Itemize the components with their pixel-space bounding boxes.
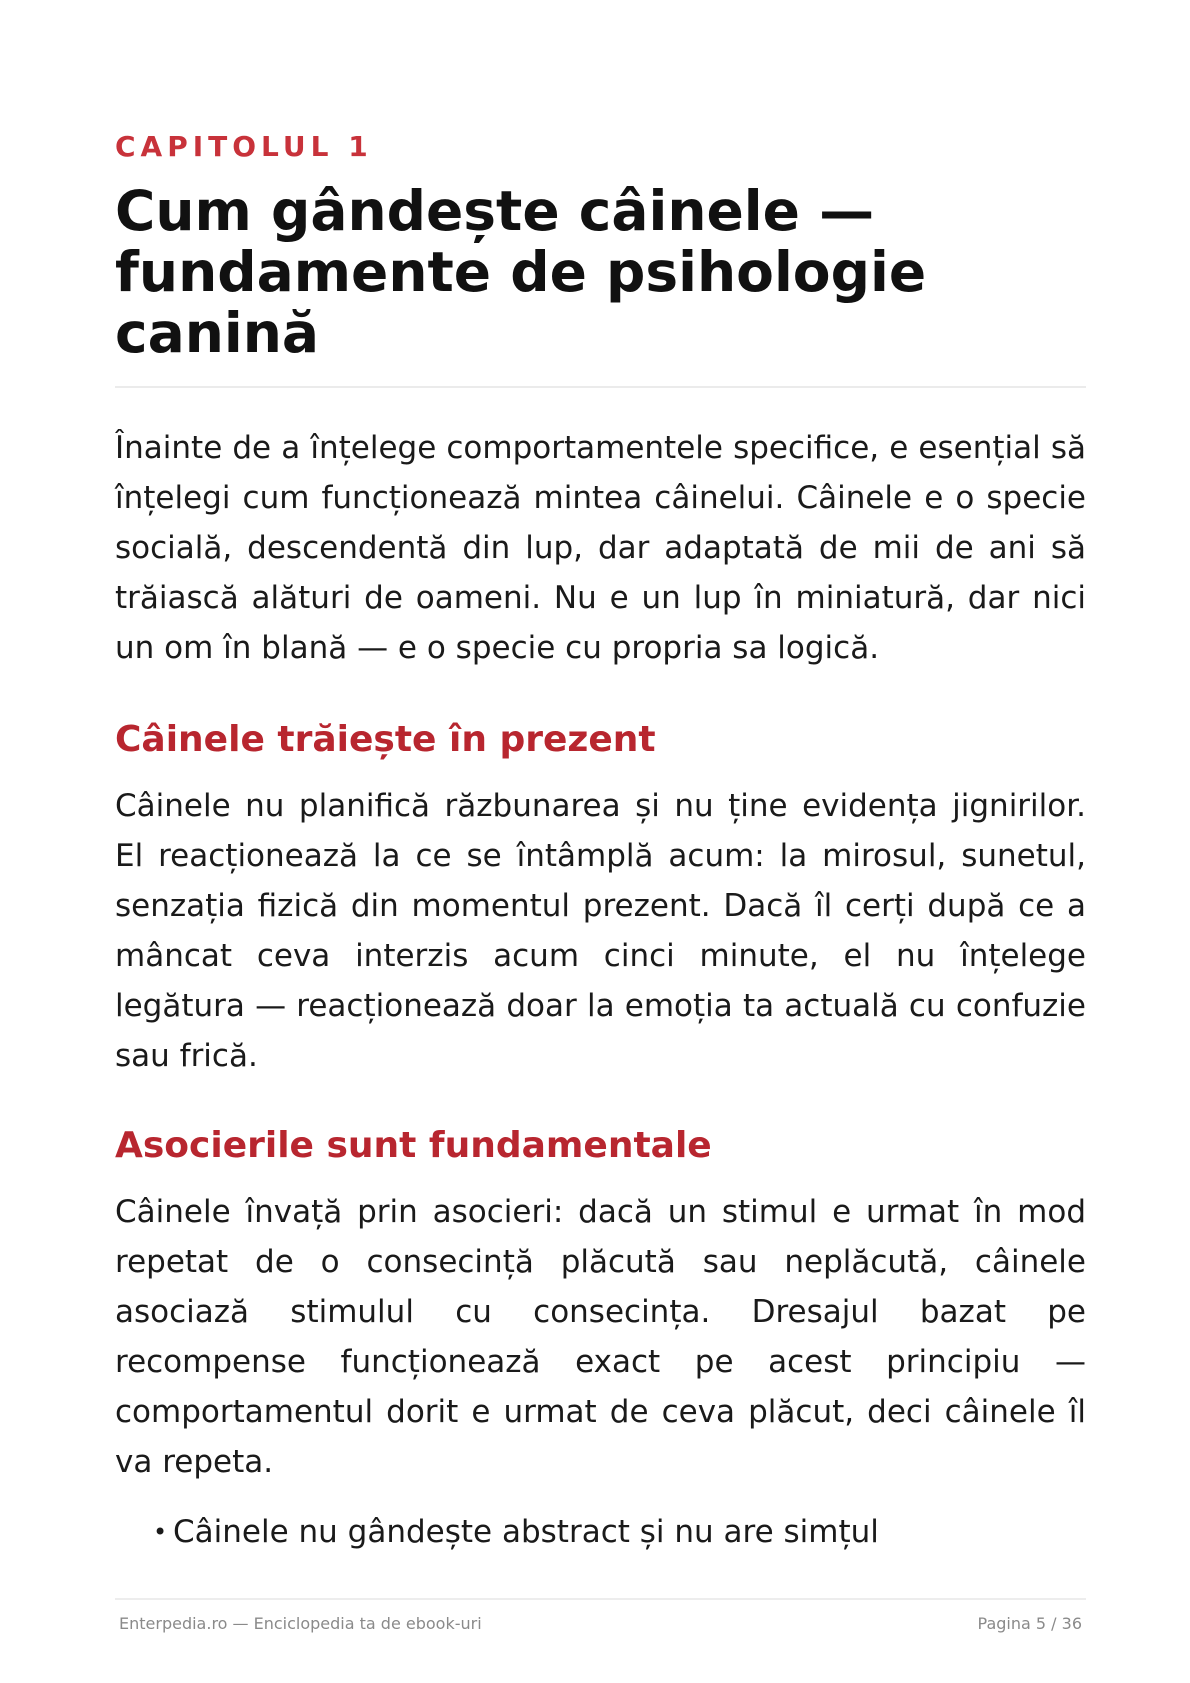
section-heading-present: Câinele trăiește în prezent: [115, 719, 656, 760]
list-item: [153, 1507, 879, 1557]
section-paragraph-associations: Câinele învață prin asocieri: dacă un stimul e urmat în mod repetat de o consecință plăcută sau neplăcută, câinele asociază stimulul cu consecința. Dresajul bazat pe recompense funcționează exact pe acest principiu — comportamentul dorit e urmat de ceva plăcut, deci câinele îl va repeta.: [115, 1194, 1086, 1480]
footer-site-name: Enterpedia.ro — Enciclopedia ta de ebook-uri: [119, 1614, 482, 1633]
bullet-list: [153, 1507, 879, 1557]
footer-divider: [115, 1598, 1086, 1600]
ebook-page: [115, 0, 1086, 1683]
title-divider: [115, 386, 1086, 388]
intro-paragraph: Înainte de a înțelege comportamentele specifice, e esențial să înțelegi cum funcționează mintea câinelui. Câinele e o specie socială, descendentă din lup, dar adaptată de mii de ani să trăiască alături de oameni. Nu e un lup în miniatură, dar nici un om în blană — e o specie cu propria sa logică.: [115, 430, 1086, 666]
chapter-label: CAPITOLUL 1: [115, 130, 373, 163]
section-paragraph-present: Câinele nu planifică răzbunarea și nu ține evidența jignirilor. El reacționează la ce se întâmplă acum: la mirosul, sunetul, senzația fizică din momentul prezent. Dacă îl cerți după ce a mâncat ceva interzis acum cinci minute, el nu înțelege legătura — reacționează doar la emoția ta actuală cu confuzie sau frică.: [115, 788, 1086, 1074]
list-item-text: Câinele nu gândește abstract și nu are simțul: [173, 1514, 879, 1550]
section-heading-associations: Asocierile sunt fundamentale: [115, 1125, 712, 1166]
bullet-dot-icon: •: [153, 1518, 168, 1546]
footer-page-number: Pagina 5 / 36: [977, 1614, 1082, 1633]
chapter-title: Cum gândește câinele — fundamente de psihologie canină: [115, 179, 927, 365]
